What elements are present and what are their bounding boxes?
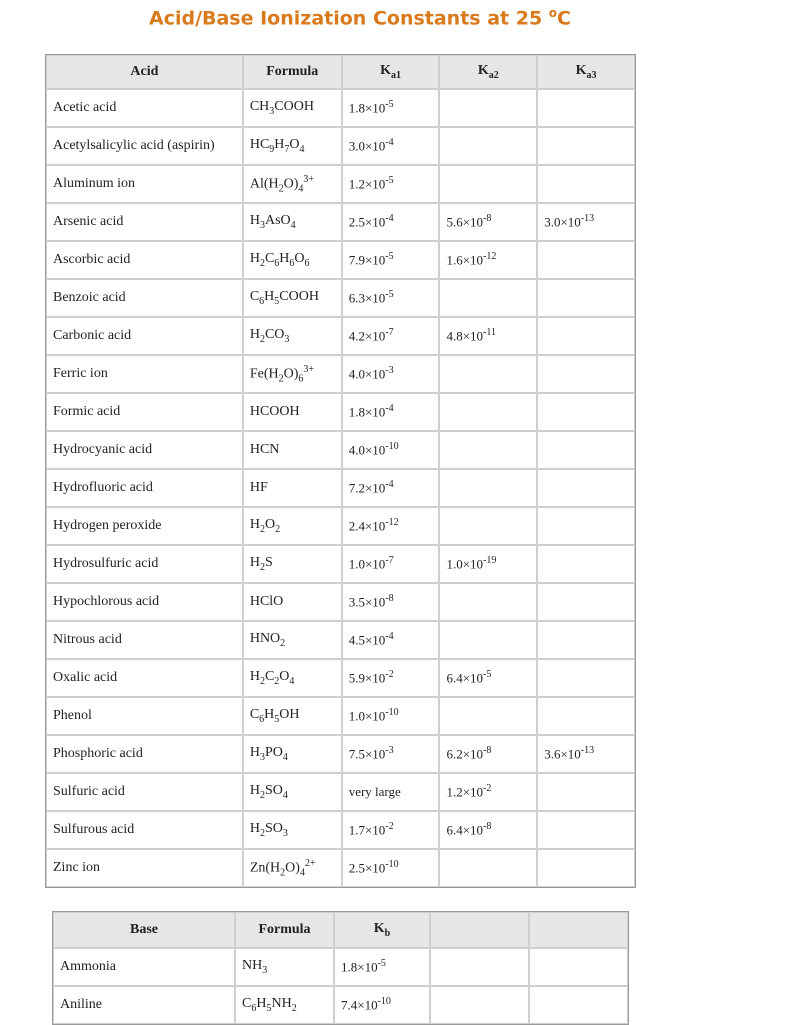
acid-cell: $Fe(H_2O)_6^{3+}$ xyxy=(243,355,342,393)
acid-cell: Ferric ion xyxy=(46,355,243,393)
table-row xyxy=(46,735,635,773)
acid-cell xyxy=(439,507,537,545)
acid-cell xyxy=(537,431,635,469)
acid-cell: $4.2\times 10^{-7}$ xyxy=(342,317,440,355)
acid-cell: HClO xyxy=(243,583,342,621)
acid-cell: $4.0\times 10^{-10}$ xyxy=(342,431,440,469)
acid-cell: HCN xyxy=(243,431,342,469)
acid-cell: $H_2SO_4$ xyxy=(243,773,342,811)
acid-cell: $1.2\times 10^{-2}$ xyxy=(439,773,537,811)
title-unit: C xyxy=(557,7,571,30)
acid-cell xyxy=(439,279,537,317)
title-text: Acid/Base Ionization Constants at 25 xyxy=(148,7,549,30)
acid-cell: $H_2O_2$ xyxy=(243,507,342,545)
acid-cell: Zinc ion xyxy=(46,849,243,887)
acid-header-cell: $K_{a3}$ xyxy=(537,55,635,89)
acid-cell: Oxalic acid xyxy=(46,659,243,697)
acid-cell xyxy=(439,431,537,469)
table-row xyxy=(46,849,635,887)
acid-header-cell: $K_{a1}$ xyxy=(342,55,440,89)
acid-cell xyxy=(439,355,537,393)
acid-cell: $2.5\times 10^{-10}$ xyxy=(342,849,440,887)
table-row xyxy=(46,165,635,203)
acid-cell xyxy=(537,165,635,203)
base-header-cell: Formula xyxy=(235,912,334,948)
table-row xyxy=(46,89,635,127)
acid-cell xyxy=(537,127,635,165)
acid-cell xyxy=(537,621,635,659)
base-header-row xyxy=(53,912,628,948)
acid-cell: Formic acid xyxy=(46,393,243,431)
base-header-cell xyxy=(430,912,529,948)
acid-cell xyxy=(439,89,537,127)
acid-cell: Acetylsalicylic acid (aspirin) xyxy=(46,127,243,165)
base-header-cell: Base xyxy=(53,912,235,948)
page-title xyxy=(0,6,720,29)
acid-cell xyxy=(439,621,537,659)
acid-cell: Acetic acid xyxy=(46,89,243,127)
acid-cell: $1.8\times 10^{-4}$ xyxy=(342,393,440,431)
acid-cell xyxy=(439,393,537,431)
acid-cell xyxy=(537,507,635,545)
table-row xyxy=(46,317,635,355)
base-cell xyxy=(430,986,529,1024)
acid-cell: $4.8\times 10^{-11}$ xyxy=(439,317,537,355)
table-row xyxy=(46,659,635,697)
table-row xyxy=(46,469,635,507)
acid-cell: $1.0\times 10^{-7}$ xyxy=(342,545,440,583)
table-row xyxy=(46,811,635,849)
acid-cell: $3.6\times 10^{-13}$ xyxy=(537,735,635,773)
table-row xyxy=(46,355,635,393)
base-header-cell: $K_b$ xyxy=(334,912,430,948)
acid-cell: Hydrogen peroxide xyxy=(46,507,243,545)
table-row xyxy=(46,507,635,545)
acid-cell: $6.2\times 10^{-8}$ xyxy=(439,735,537,773)
acid-cell xyxy=(537,317,635,355)
table-row xyxy=(46,431,635,469)
acid-cell xyxy=(537,279,635,317)
acid-cell: $4.5\times 10^{-4}$ xyxy=(342,621,440,659)
acid-cell: $5.6\times 10^{-8}$ xyxy=(439,203,537,241)
acid-cell: $4.0\times 10^{-3}$ xyxy=(342,355,440,393)
acid-cell: Carbonic acid xyxy=(46,317,243,355)
acid-cell: Sulfurous acid xyxy=(46,811,243,849)
acid-cell: very large xyxy=(342,773,440,811)
acid-cell: HCOOH xyxy=(243,393,342,431)
acid-cell: $H_3PO_4$ xyxy=(243,735,342,773)
acid-cell: Hypochlorous acid xyxy=(46,583,243,621)
base-cell: Aniline xyxy=(53,986,235,1024)
table-row xyxy=(46,583,635,621)
acid-cell xyxy=(537,469,635,507)
acid-cell xyxy=(537,355,635,393)
table-row xyxy=(46,241,635,279)
acid-cell: $2.4\times 10^{-12}$ xyxy=(342,507,440,545)
base-cell xyxy=(529,948,628,986)
acid-cell: Hydrosulfuric acid xyxy=(46,545,243,583)
acid-cell xyxy=(439,697,537,735)
table-row xyxy=(46,697,635,735)
acid-cell xyxy=(439,849,537,887)
table-row xyxy=(53,986,628,1024)
acid-cell xyxy=(537,241,635,279)
acid-cell xyxy=(537,659,635,697)
table-row xyxy=(46,545,635,583)
acid-cell: $HC_9H_7O_4$ xyxy=(243,127,342,165)
acid-cell: $C_6H_5COOH$ xyxy=(243,279,342,317)
table-row xyxy=(46,203,635,241)
acid-cell xyxy=(537,773,635,811)
acid-cell: Nitrous acid xyxy=(46,621,243,659)
acid-cell xyxy=(439,165,537,203)
acid-cell: $1.0\times 10^{-19}$ xyxy=(439,545,537,583)
acid-cell: Benzoic acid xyxy=(46,279,243,317)
acid-cell: $7.2\times 10^{-4}$ xyxy=(342,469,440,507)
acid-cell: $1.0\times 10^{-10}$ xyxy=(342,697,440,735)
acid-cell: $H_2S$ xyxy=(243,545,342,583)
acid-header-row xyxy=(46,55,635,89)
base-table xyxy=(52,911,629,1025)
acid-cell: $1.2\times 10^{-5}$ xyxy=(342,165,440,203)
acid-cell: $H_2CO_3$ xyxy=(243,317,342,355)
acid-cell: $3.0\times 10^{-4}$ xyxy=(342,127,440,165)
acid-cell: $3.5\times 10^{-8}$ xyxy=(342,583,440,621)
acid-cell: $H_3AsO_4$ xyxy=(243,203,342,241)
acid-cell xyxy=(537,89,635,127)
table-row xyxy=(46,621,635,659)
acid-cell: $C_6H_5OH$ xyxy=(243,697,342,735)
acid-cell: Phenol xyxy=(46,697,243,735)
acid-cell: Phosphoric acid xyxy=(46,735,243,773)
base-cell: Ammonia xyxy=(53,948,235,986)
acid-cell: $Zn(H_2O)_4^{2+}$ xyxy=(243,849,342,887)
acid-cell xyxy=(439,583,537,621)
acid-cell: Hydrocyanic acid xyxy=(46,431,243,469)
table-row xyxy=(53,948,628,986)
acid-cell xyxy=(537,697,635,735)
acid-cell xyxy=(537,811,635,849)
acid-cell: HF xyxy=(243,469,342,507)
acid-header-cell: Acid xyxy=(46,55,243,89)
acid-cell: Arsenic acid xyxy=(46,203,243,241)
acid-cell: $1.8\times 10^{-5}$ xyxy=(342,89,440,127)
acid-cell xyxy=(537,849,635,887)
table-row xyxy=(46,393,635,431)
base-header-cell xyxy=(529,912,628,948)
base-cell xyxy=(430,948,529,986)
acid-cell xyxy=(439,127,537,165)
acid-cell: $3.0\times 10^{-13}$ xyxy=(537,203,635,241)
acid-cell: $1.7\times 10^{-2}$ xyxy=(342,811,440,849)
acid-cell: $7.5\times 10^{-3}$ xyxy=(342,735,440,773)
degree-symbol: o xyxy=(548,6,558,20)
base-cell: $1.8\times 10^{-5}$ xyxy=(334,948,430,986)
acid-cell xyxy=(537,393,635,431)
table-row xyxy=(46,127,635,165)
acid-cell: $2.5\times 10^{-4}$ xyxy=(342,203,440,241)
base-cell: $C_6H_5NH_2$ xyxy=(235,986,334,1024)
base-cell xyxy=(529,986,628,1024)
base-cell: $NH_3$ xyxy=(235,948,334,986)
acid-cell: $1.6\times 10^{-12}$ xyxy=(439,241,537,279)
acid-cell: Aluminum ion xyxy=(46,165,243,203)
acid-cell: $6.4\times 10^{-5}$ xyxy=(439,659,537,697)
acid-cell: Ascorbic acid xyxy=(46,241,243,279)
acid-header-cell: Formula xyxy=(243,55,342,89)
acid-cell: $H_2SO_3$ xyxy=(243,811,342,849)
base-cell: $7.4\times 10^{-10}$ xyxy=(334,986,430,1024)
acid-cell xyxy=(537,583,635,621)
acid-cell: Hydrofluoric acid xyxy=(46,469,243,507)
acid-cell: $H_2C_2O_4$ xyxy=(243,659,342,697)
acid-cell: $HNO_2$ xyxy=(243,621,342,659)
acid-cell: $H_2C_6H_6O_6$ xyxy=(243,241,342,279)
acid-cell: Sulfuric acid xyxy=(46,773,243,811)
acid-cell: $6.4\times 10^{-8}$ xyxy=(439,811,537,849)
acid-cell: $5.9\times 10^{-2}$ xyxy=(342,659,440,697)
acid-cell: $7.9\times 10^{-5}$ xyxy=(342,241,440,279)
acid-cell xyxy=(439,469,537,507)
table-row xyxy=(46,773,635,811)
acid-table xyxy=(45,54,636,888)
acid-cell: $CH_3COOH$ xyxy=(243,89,342,127)
acid-header-cell: $K_{a2}$ xyxy=(439,55,537,89)
acid-cell: $Al(H_2O)_4^{3+}$ xyxy=(243,165,342,203)
acid-cell xyxy=(537,545,635,583)
acid-cell: $6.3\times 10^{-5}$ xyxy=(342,279,440,317)
table-row xyxy=(46,279,635,317)
